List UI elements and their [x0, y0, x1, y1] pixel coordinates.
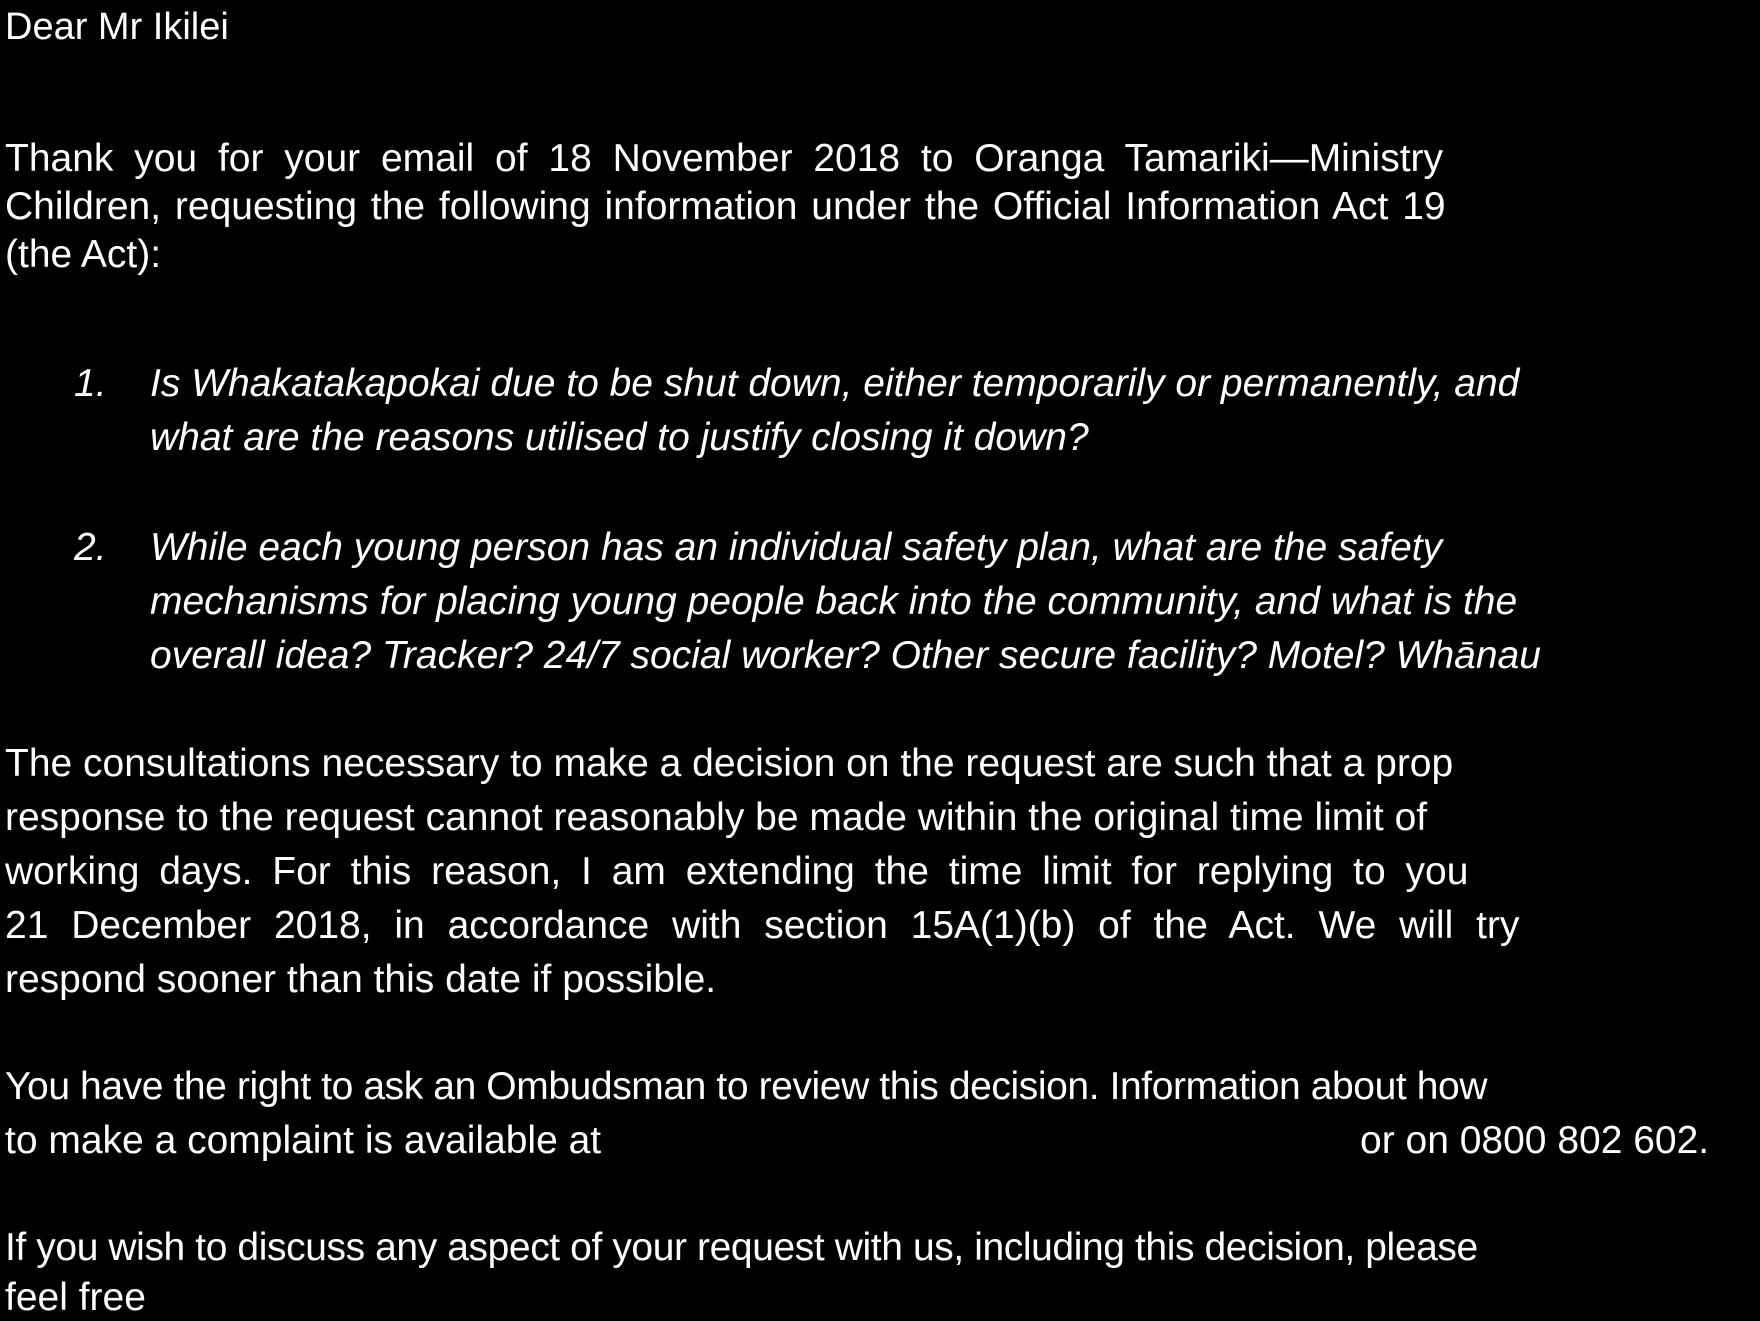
- intro-line-3: (the Act):: [5, 233, 162, 276]
- extension-line-2: response to the request cannot reasonably be made within the original time limit of: [5, 796, 1428, 839]
- intro-line-1: Thank you for your email of 18 November 2018 to Oranga Tamariki—Ministry: [5, 137, 1444, 180]
- request-2-number: 2.: [74, 526, 107, 569]
- extension-line-4: 21 December 2018, in accordance with section 15A(1)(b) of the Act. We will try: [5, 904, 1520, 947]
- intro-line-2: Children, requesting the following information under the Official Information Act 19: [5, 185, 1446, 228]
- request-2-line-2: mechanisms for placing young people back into the community, and what is the: [150, 580, 1518, 623]
- ombudsman-line-2-start: to make a complaint is available at: [5, 1119, 602, 1162]
- greeting: Dear Mr Ikilei: [5, 6, 229, 48]
- closing-line-1: If you wish to discuss any aspect of your request with us, including this decision, please: [5, 1226, 1478, 1269]
- request-1-line-1: Is Whakatakapokai due to be shut down, either temporarily or permanently, and: [150, 362, 1520, 405]
- closing-line-2: feel free: [5, 1276, 146, 1319]
- request-2-line-3: overall idea? Tracker? 24/7 social worker? Other secure facility? Motel? Whānau: [150, 634, 1541, 677]
- ombudsman-phone: or on 0800 802 602.: [1360, 1119, 1710, 1162]
- extension-line-3: working days. For this reason, I am extending the time limit for replying to you: [5, 850, 1469, 893]
- extension-line-1: The consultations necessary to make a decision on the request are such that a prop: [5, 742, 1454, 785]
- request-2-line-1: While each young person has an individual safety plan, what are the safety: [150, 526, 1443, 569]
- ombudsman-line-1: You have the right to ask an Ombudsman to review this decision. Information about how: [5, 1065, 1488, 1108]
- request-1-line-2: what are the reasons utilised to justify closing it down?: [150, 416, 1089, 459]
- request-1-number: 1.: [74, 362, 107, 405]
- extension-line-5: respond sooner than this date if possible.: [5, 958, 717, 1001]
